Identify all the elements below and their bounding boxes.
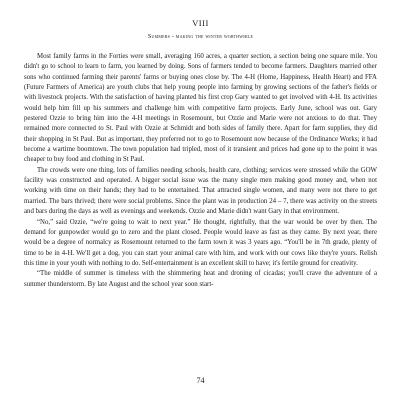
book-page [24,18,377,290]
chapter-number: VIII [192,18,209,28]
page-number: 74 [196,376,205,385]
body-paragraph: The crowds were one thing, lots of families needing schools, health care, clothing; services were stressed while the GOW facility was constructed and operated. A bigger social issue was the many single men making good money and, when not working with time on their hands; they had to be entertained. That attracted single women, and many were not there to get married. The bars thrived; there were social problems. Since the plant was in production 24 – 7, there was activity on the streets and bars during the days as well as evenings and weekends. Ozzie and Marie didn't want Gary in that environment. [24,166,377,216]
chapter-title: Summers - making the winter worthwhile [147,33,254,40]
body-paragraph: “The middle of summer is timeless with the shimmering heat and droning of cicadas; you'll crave the adventure of a summer thunderstorm. By late August and the school year soon start- [24,270,377,288]
body-paragraph: “No,” said Ozzie, “we're going to wait to next year.” He thought, rightfully, that the war would be over by then. The demand for gunpowder would go to zero and the plant closed. People would leave as fast as they came. By next year, there would be a degree of normalcy as Rosemount returned to the farm town it was 3 years ago. “You'll be in 7th grade, plenty of time to be in 4-H. We'll get a dog, you can start your animal care with him, and work with our cows like they're yours. Relish this time in your youth with nothing to do. Self-entertainment is an excellent skill to have; it's fertile ground for creativity. [24,218,377,267]
body-paragraph: Most family farms in the Forties were small, averaging 160 acres, a quarter section, a section being one square mile. You didn't go to school to learn to farm, you learned by doing. Sons of farmers tended to become farmers. Daughters married other sons who continued farming their parents' farms or buying ones close by. The 4-H (Home, Happiness, Health Heart) and FFA (Future Farmers of America) are youth clubs that help young people into farming by growing sections of the father's fields or with livestock projects. With the satisfaction of having planted his first crop Gary wanted to get involved with 4-H. Its activities would help him fill up his summers and challenge him with competitive farm projects. Early June, school was out. Gary pestered Ozzie to bring him into the 4-H meetings in Rosemount, but Ozzie and Marie were not anxious to do that. They remained more connected to St. Paul with Ozzie at Schmidt and both sides of family there. Apart for farm supplies, they did their shopping in St Paul. But as important, they preferred not to go to Rosemount now because of the Ordinance Works; it had become a wartime boomtown. The town population had tripled, most of it transient and prices had gone up to the point it was cheaper to buy food and clothing in St Paul. [24,53,377,164]
